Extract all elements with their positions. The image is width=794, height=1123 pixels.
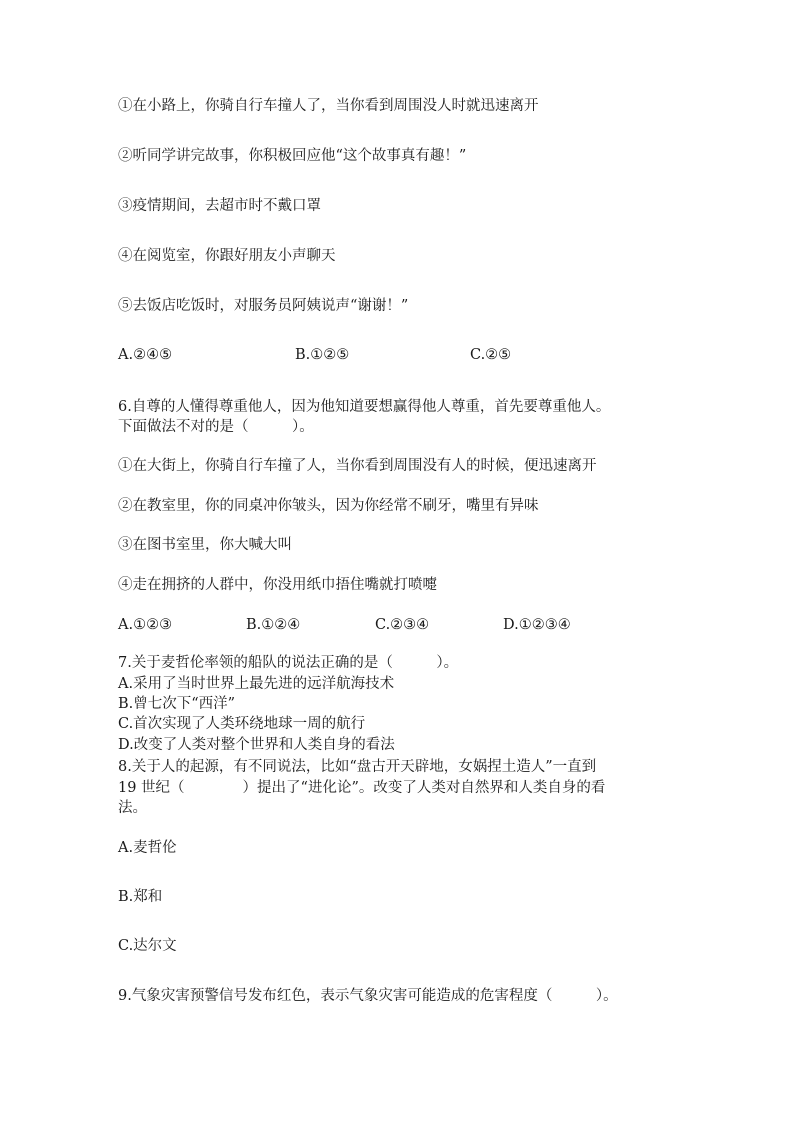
q7-option-c: C.首次实现了人类环绕地球一周的航行 [118, 716, 366, 732]
q6-statement-4: ④走在拥挤的人群中，你没用纸巾捂住嘴就打喷嚏 [118, 577, 437, 593]
option-a: A.②④⑤ [118, 347, 173, 363]
question-7-stem: 7.关于麦哲伦率领的船队的说法正确的是（ ）。 [118, 655, 459, 671]
statement-5: ⑤去饭店吃饭时，对服务员阿姨说声“谢谢！” [118, 298, 409, 314]
q8-option-c: C.达尔文 [118, 938, 177, 954]
statement-4: ④在阅览室，你跟好朋友小声聊天 [118, 248, 336, 264]
question-8-stem-end: 法。 [118, 800, 147, 816]
q6-option-c: C.②③④ [375, 617, 430, 633]
q6-statement-3: ③在图书室里，你大喊大叫 [118, 537, 292, 553]
question-6-stem-cont: 下面做法不对的是（ ）。 [118, 419, 314, 435]
option-c: C.②⑤ [470, 347, 512, 363]
statement-2: ②听同学讲完故事，你积极回应他“这个故事真有趣！” [118, 148, 467, 164]
question-6-stem: 6.自尊的人懂得尊重他人，因为他知道要想赢得他人尊重，首先要尊重他人。 [118, 399, 611, 415]
q7-option-b: B.曾七次下“西洋” [118, 696, 236, 712]
q6-statement-1: ①在大街上，你骑自行车撞了人，当你看到周围没有人的时候，便迅速离开 [118, 458, 597, 474]
q7-option-d: D.改变了人类对整个世界和人类自身的看法 [118, 737, 395, 753]
question-8-stem: 8.关于人的起源，有不同说法，比如“盘古开天辟地，女娲捏土造人”一直到 [118, 759, 597, 775]
q8-option-a: A.麦哲伦 [118, 840, 177, 856]
q7-option-a: A.采用了当时世界上最先进的远洋航海技术 [118, 676, 395, 692]
q6-option-b: B.①②④ [246, 617, 301, 633]
statement-1: ①在小路上，你骑自行车撞人了，当你看到周围没人时就迅速离开 [118, 98, 539, 114]
statement-3: ③疫情期间，去超市时不戴口罩 [118, 198, 321, 214]
q6-option-d: D.①②③④ [503, 617, 571, 633]
q6-option-a: A.①②③ [118, 617, 173, 633]
option-b: B.①②⑤ [295, 347, 350, 363]
q6-statement-2: ②在教室里，你的同桌冲你皱头，因为你经常不刷牙，嘴里有异味 [118, 498, 539, 514]
question-8-stem-cont: 19 世纪（ ）提出了“进化论”。改变了人类对自然界和人类自身的看 [118, 780, 606, 796]
q8-option-b: B.郑和 [118, 889, 163, 905]
question-9-stem: 9.气象灾害预警信号发布红色，表示气象灾害可能造成的危害程度（ ）。 [118, 988, 618, 1004]
